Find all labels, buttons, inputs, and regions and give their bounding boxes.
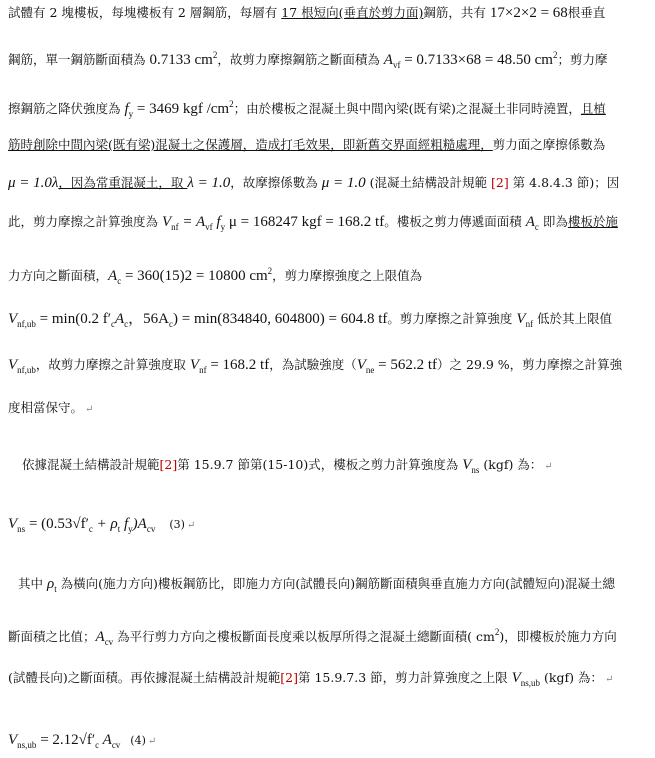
math-expression: ) = min(834840, 604800) = 604.8 tf [173, 311, 388, 327]
underlined-text: 樓板於施 [567, 214, 618, 229]
subscript: c [117, 276, 122, 286]
text-segment: 其中 [18, 576, 47, 591]
math-expression: f [212, 214, 221, 230]
text-segment: ，故剪力摩擦之計算強度取 [35, 357, 190, 372]
math-symbol: A [525, 214, 535, 230]
text-segment: ；由於樓板之混凝土與中間內梁(既有梁)之混凝土非同時澆置， [233, 101, 581, 116]
subscript: nf [199, 365, 207, 375]
math-symbol: V [8, 311, 18, 327]
subscript: c [88, 524, 93, 534]
text-segment: (試體長向)之斷面積。再依據混凝土結構設計規範 [8, 670, 281, 685]
text-line [8, 261, 422, 291]
text-line [8, 135, 605, 155]
underlined-text: ，因為常重混凝土，取 [58, 175, 188, 190]
math-symbol: A [95, 629, 105, 645]
text-segment: 根垂直 [567, 5, 606, 20]
subscript: c [534, 222, 539, 232]
text-segment: (kgf) 為： [540, 670, 603, 685]
text-segment: 第 4.8.4.3 節)；因 [508, 175, 620, 190]
equation-3 [8, 514, 195, 539]
subscript: cv [104, 637, 114, 647]
equation-number: (3) [169, 518, 185, 531]
reference-link[interactable]: [2] [159, 457, 178, 472]
text-line [8, 309, 612, 334]
math-expression: = A [178, 214, 206, 230]
text-segment: 此，剪力摩擦之計算強度為 [8, 214, 162, 229]
subscript: ns,ub [520, 678, 541, 688]
text-segment: 試體有 2 塊樓板，每塊樓板有 2 層鋼筋，每層有 [8, 5, 282, 20]
math-symbol: V [462, 457, 472, 473]
text-segment: (混凝土結構設計規範 [365, 175, 491, 190]
math-expression: A [99, 732, 112, 748]
math-symbol: V [189, 357, 200, 373]
math-symbol: V [516, 311, 526, 327]
paragraph-mark: ↵ [604, 674, 614, 685]
text-segment: 為平行剪力方向之樓板斷面長度乘以板厚所得之混凝土總斷面積( cm [113, 629, 495, 644]
text-segment: 鋼筋，單一鋼筋斷面積為 [8, 52, 150, 67]
math-symbol: V [8, 357, 18, 373]
math-expression: = 0.7133×68 = 48.50 cm [400, 52, 553, 68]
text-line [8, 622, 617, 652]
math-expression: = 3469 kgf /cm [133, 101, 230, 117]
text-segment: 低於其上限值 [533, 311, 613, 326]
math-symbol: A [115, 311, 125, 327]
subscript: ns [471, 465, 480, 475]
text-segment: (kgf) 為： [479, 457, 543, 472]
underlined-text: 筋時創除中間內梁(既有梁)混凝土之保護層，造成打毛效果，即新舊交界面經粗糙處理， [8, 137, 493, 152]
math-symbol: V [8, 516, 18, 532]
text-segment: ；剪力摩 [557, 52, 608, 67]
reference-link[interactable]: [2] [280, 670, 298, 685]
math-expression: λ = 1.0 [187, 175, 231, 191]
underlined-text: 且植 [580, 101, 606, 116]
text-segment: )，即樓板於施力方向 [499, 629, 617, 644]
superscript: 2 [552, 50, 558, 60]
subscript: c [95, 740, 100, 750]
subscript: ns [17, 524, 26, 534]
math-symbol: V [161, 214, 172, 230]
superscript: 2 [494, 627, 500, 637]
math-expression: = 2.12√f′ [36, 732, 96, 748]
text-segment: 擦鋼筋之降伏強度為 [8, 101, 125, 116]
text-segment: ，故剪力摩擦鋼筋之斷面積為 [217, 52, 384, 67]
subscript: ne [365, 365, 375, 375]
text-segment: ，為試驗強度（ [269, 357, 357, 372]
subscript: cv [146, 524, 156, 534]
text-line [8, 3, 605, 23]
subscript: nf,ub [17, 319, 36, 329]
subscript: ns,ub [17, 740, 37, 750]
reference-link[interactable]: [2] [490, 175, 509, 190]
subscript: nf [171, 222, 179, 232]
text-segment: 剪力面之摩擦係數為 [492, 137, 606, 152]
text-line [8, 398, 93, 420]
text-segment: ，剪力摩擦強度之上限值為 [272, 268, 423, 283]
math-expression: μ = 168247 kgf = 168.2 tf [225, 214, 385, 230]
subscript: c [111, 319, 115, 329]
subscript: c [124, 319, 129, 329]
subscript: y [128, 109, 134, 119]
superscript: 2 [267, 266, 273, 276]
subscript: cv [111, 740, 121, 750]
math-symbol: V [8, 732, 18, 748]
text-segment: 。剪力摩擦之計算強度 [387, 311, 517, 326]
subscript: t [54, 584, 57, 594]
math-expression: = 360(15)2 = 10800 cm [121, 268, 268, 284]
equation-4 [8, 730, 156, 755]
math-expression: 17×2×2 = 68 [489, 5, 568, 21]
paragraph-mark: ↵ [147, 736, 157, 747]
equation-number: (4) [130, 734, 146, 747]
text-segment: 斷面積之比值； [8, 629, 96, 644]
text-line [8, 94, 606, 124]
subscript: nf [525, 319, 534, 329]
math-expression: = min(0.2 f′ [35, 311, 111, 327]
text-segment: 度相當保守。 [8, 400, 84, 415]
math-symbol: A [383, 52, 393, 68]
math-expression: 0.7133 cm [149, 52, 213, 68]
text-segment: 第 15.9.7 節第(15-10)式，樓板之剪力計算強度為 [177, 457, 463, 472]
text-segment: 鋼筋，共有 [423, 5, 490, 20]
math-expression: ，56A [128, 311, 170, 327]
text-segment: 即為 [538, 214, 568, 229]
text-segment: 第 15.9.7.3 節，剪力計算強度之上限 [297, 670, 512, 685]
subscript: y [128, 524, 133, 534]
subscript: t [117, 524, 121, 534]
math-expression: + ρ [92, 516, 118, 532]
text-segment: 力方向之斷面積， [8, 268, 109, 283]
text-segment: 為橫向(施力方向)樓板鋼筋比，即施力方向(試體長向)鋼筋斷面積與垂直施力方向(試體短向)混凝土總 [56, 576, 615, 591]
math-symbol: V [356, 357, 366, 373]
text-line [8, 173, 619, 193]
math-symbol: ρ [46, 576, 55, 592]
math-expression: = (0.53√f′ [25, 516, 89, 532]
math-expression: μ = 1.0 [321, 175, 366, 191]
math-expression: = 168.2 tf [206, 357, 270, 373]
math-symbol: f [124, 101, 129, 117]
text-line [18, 574, 615, 599]
subscript: nf,ub [17, 365, 36, 375]
text-segment: 。樓板之剪力傳遞面面積 [384, 214, 526, 229]
underlined-text: 17 根短向(垂直於剪力面) [281, 5, 424, 20]
math-expression: f [120, 516, 129, 532]
text-line [8, 355, 622, 380]
subscript: vf [205, 222, 213, 232]
superscript: 2 [212, 50, 218, 60]
text-segment: ，故摩擦係數為 [230, 175, 322, 190]
subscript: vf [392, 60, 401, 70]
paragraph-mark: ↵ [544, 461, 553, 472]
subscript: c [169, 319, 174, 329]
text-line [8, 668, 613, 693]
text-segment: ）之 29.9 %，剪力摩擦之計算強 [437, 357, 623, 372]
subscript: y [220, 222, 226, 232]
math-expression: = 562.2 tf [374, 357, 438, 373]
text-segment: 依據混凝土結構設計規範 [22, 457, 160, 472]
superscript: 2 [229, 99, 234, 109]
math-symbol: V [511, 670, 521, 686]
text-line [8, 45, 607, 75]
paragraph-mark: ↵ [85, 404, 94, 415]
text-line [22, 455, 553, 480]
paragraph-mark: ↵ [186, 520, 196, 531]
math-expression: μ = 1.0λ [8, 175, 59, 191]
text-line [8, 212, 618, 237]
math-symbol: A [108, 268, 118, 284]
math-expression: )A [132, 516, 147, 532]
